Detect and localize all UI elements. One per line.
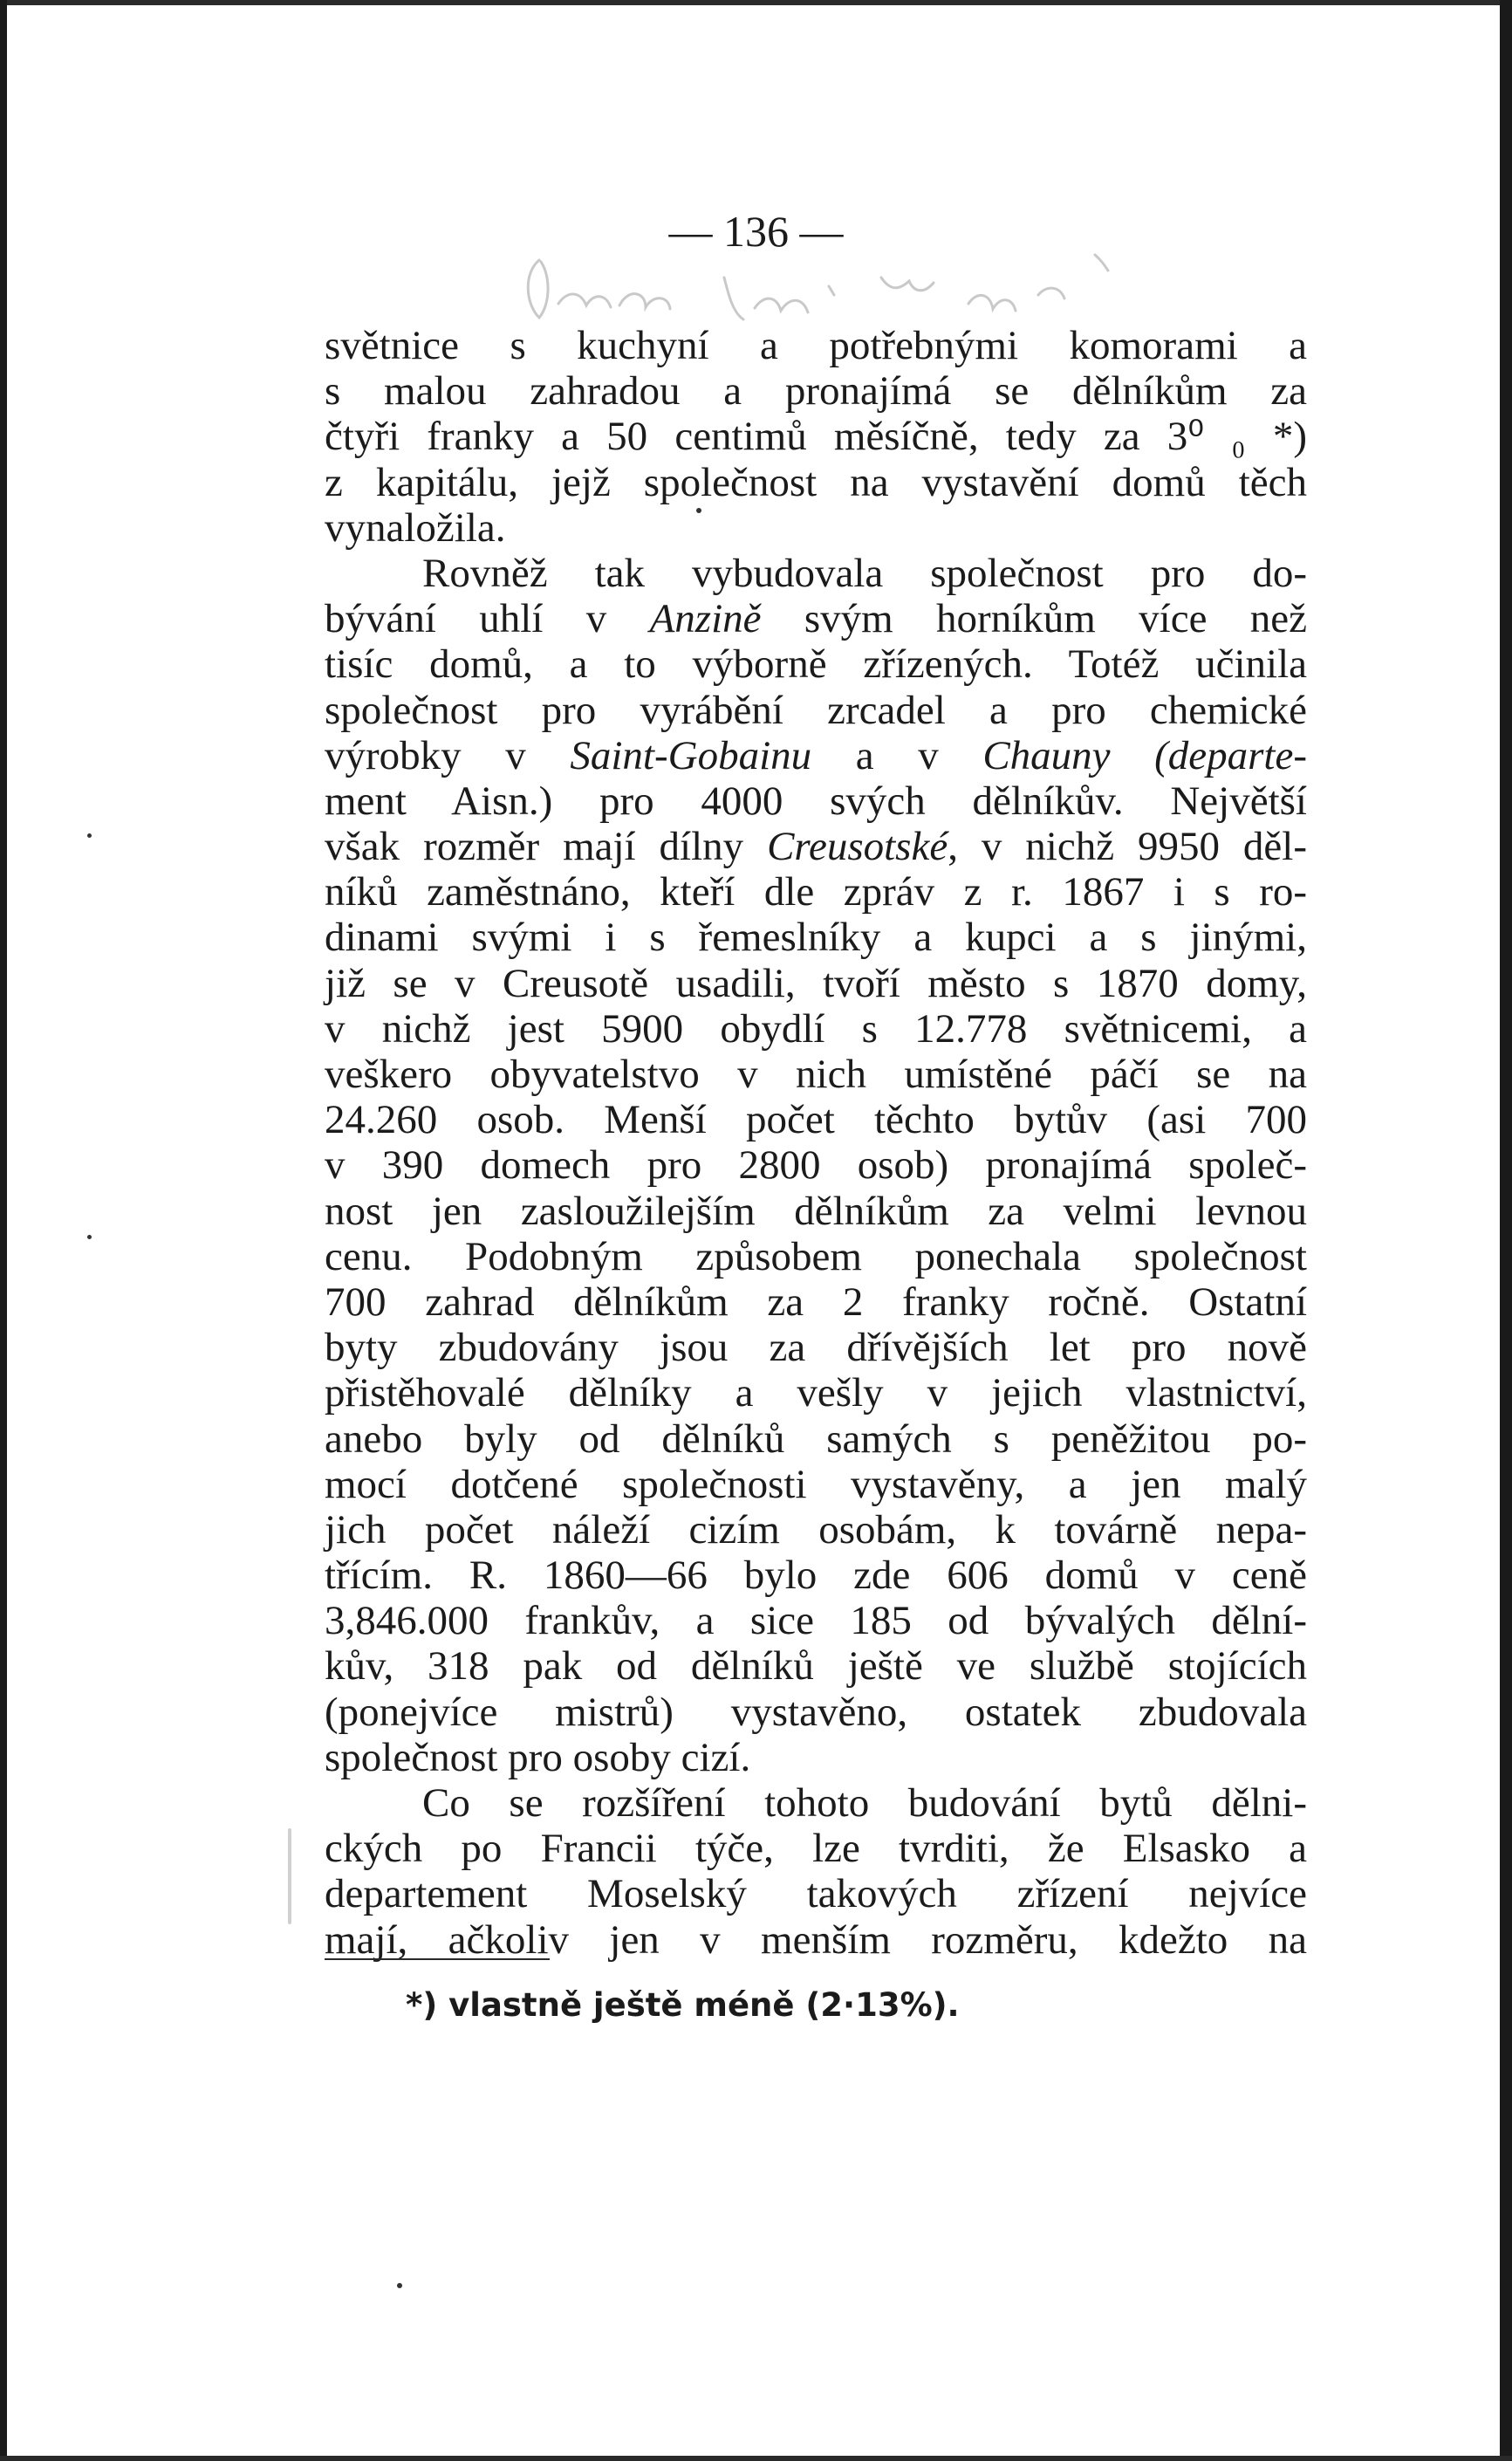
text-line: přistěhovalé dělníky a vešly v jejich vlastnictví, <box>325 1370 1307 1416</box>
text-line: kův, 318 pak od dělníků ještě ve službě stojících <box>325 1643 1307 1690</box>
scan-speck <box>397 2283 402 2288</box>
text-line: dinami svými i s řemeslníky a kupci a s jinými, <box>325 915 1307 961</box>
text-line: mají, ačkoliv jen v menším rozměru, kdežto na <box>325 1916 1307 1963</box>
scan-speck <box>87 1235 92 1239</box>
scan-speck <box>87 833 92 838</box>
scan-speck <box>696 508 701 513</box>
page-number: — 136 — <box>668 207 844 256</box>
text-line: (ponejvíce mistrů) vystavěno, ostatek zbudovala <box>325 1689 1307 1735</box>
text-line: tisíc domů, a to výborně zřízených. Totéž učinila <box>325 641 1307 688</box>
place-name: Saint-Gobainu <box>570 732 812 778</box>
place-name: Creusotské <box>767 824 948 870</box>
text-line: 700 zahrad dělníkům za 2 franky ročně. Ostatní <box>325 1278 1307 1325</box>
text-line: cenu. Podobným způsobem ponechala společnost <box>325 1233 1307 1279</box>
text-line: čtyři franky a 50 centimů měsíčně, tedy za 3⁰ ₀ *) <box>325 414 1307 460</box>
place-name: Chauny (departe- <box>982 732 1307 778</box>
text-line: světnice s kuchyní a potřebnými komorami a <box>325 323 1307 368</box>
footnote: *) vlastně ještě méně (2·13%). <box>406 1986 960 2024</box>
text-line: byty zbudovány jsou za dřívějších let pro nově <box>325 1325 1307 1371</box>
text-line: s malou zahradou a pronajímá se dělníkům za <box>325 368 1307 415</box>
text-line: nost jen zasloužilejším dělníkům za velmi levnou <box>325 1188 1307 1234</box>
body-text <box>325 323 1307 1963</box>
text-line: mocí dotčené společnosti vystavěny, a jen malý <box>325 1461 1307 1507</box>
text-line: departement Moselský takových zřízení nejvíce <box>325 1871 1307 1917</box>
text-line: Rovněž tak vybudovala společnost pro do- <box>422 550 1307 596</box>
place-name: Anzině <box>649 596 762 642</box>
text-line: veškero obyvatelstvo v nich umístěné páčí se na <box>325 1052 1307 1097</box>
scan-speck <box>288 1828 291 1924</box>
scan-border-right <box>1500 0 1512 2461</box>
text-line: vynaložila. <box>325 504 506 551</box>
text-line: ment Aisn.) pro 4000 svých dělníkův. Největší <box>325 778 1307 824</box>
text-line: třícím. R. 1860—66 bylo zde 606 domů v ceně <box>325 1553 1307 1599</box>
text-line: společnost pro vyrábění zrcadel a pro chemické <box>325 687 1307 733</box>
text-line: jich počet náleží cizím osobám, k továrně nepa- <box>325 1506 1307 1553</box>
text-line: anebo byly od dělníků samých s peněžitou po- <box>325 1416 1307 1462</box>
text-line: však rozměr mají dílny Creusotské, v nichž 9950 děl- <box>325 824 1307 870</box>
text-line: 3,846.000 frankův, a sice 185 od bývalých dělní- <box>325 1598 1307 1644</box>
text-line: níků zaměstnáno, kteří dle zpráv z r. 1867 i s ro- <box>325 869 1307 915</box>
text-line: v 390 domech pro 2800 osob) pronajímá společ- <box>325 1142 1307 1189</box>
text-line: Co se rozšíření tohoto budování bytů dělni- <box>422 1780 1307 1826</box>
text-line: v nichž jest 5900 obydlí s 12.778 světnicemi, a <box>325 1005 1307 1052</box>
scan-border-top <box>0 0 1512 5</box>
text-line: bývání uhlí v Anzině svým horníkům více než <box>325 596 1307 642</box>
scan-border-bottom <box>0 2456 1512 2461</box>
text-line: již se v Creusotě usadili, tvoří město s 1870 domy, <box>325 960 1307 1006</box>
text-line: ckých po Francii týče, lze tvrditi, že Elsasko a <box>325 1826 1307 1872</box>
text-line: z kapitálu, jejž společnost na vystavění domů těch <box>325 459 1307 505</box>
text-line: výrobky v Saint-Gobainu a v Chauny (departe- <box>325 732 1307 778</box>
text-line: 24.260 osob. Menší počet těchto bytův (asi 700 <box>325 1097 1307 1143</box>
scan-border-left <box>0 0 7 2461</box>
text-line: společnost pro osoby cizí. <box>325 1734 751 1780</box>
footnote-divider <box>325 1958 550 1960</box>
